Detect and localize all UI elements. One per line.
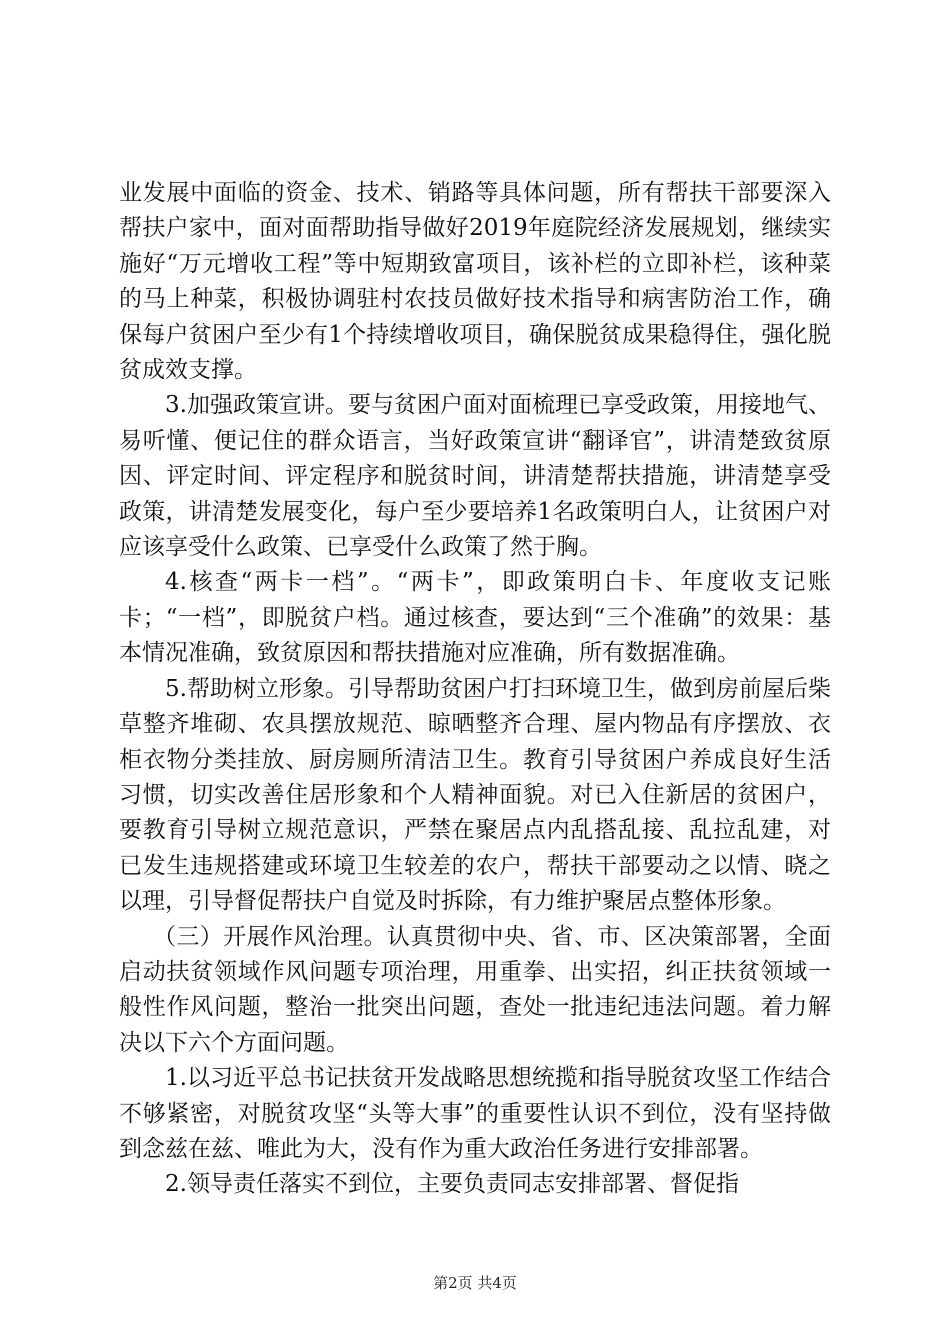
paragraph-style-governance: （三）开展作风治理。认真贯彻中央、省、市、区决策部署，全面启动扶贫领域作风问题专项治理，用重拳、出实招，纠正扶贫领域一般性作风问题，整治一批突出问题，查处一批违纪违法问题。着力解决以下六个方面问题。 [119, 923, 831, 1056]
paragraph-establish-image: 5.帮助树立形象。引导帮助贫困户打扫环境卫生，做到房前屋后柴草整齐堆砌、农具摆放规范、晾晒整齐合理、屋内物品有序摆放、衣柜衣物分类挂放、厨房厕所清洁卫生。教育引导贫困户养成良好生活习惯，切实改善住居形象和个人精神面貌。对已入住新居的贫困户，要教育引导树立规范意识，严禁在聚居点内乱搭乱接、乱拉乱建，对已发生违规搭建或环境卫生较差的农户，帮扶干部要动之以情、晓之以理，引导督促帮扶户自觉及时拆除，有力维护聚居点整体形象。 [119, 675, 831, 915]
page-number-footer: 第2页 共4页 [433, 1274, 517, 1292]
paragraph-continuation: 业发展中面临的资金、技术、销路等具体问题，所有帮扶干部要深入帮扶户家中，面对面帮助指导做好2019年庭院经济发展规划，继续实施好“万元增收工程”等中短期致富项目，该补栏的立即补栏，该种菜的马上种菜，积极协调驻村农技员做好技术指导和病害防治工作，确保每户贫困户至少有1个持续增收项目，确保脱贫成果稳得住，强化脱贫成效支撑。 [119, 180, 831, 384]
document-body [119, 176, 831, 1203]
paragraph-issue-2: 2.领导责任落实不到位，主要负责同志安排部署、督促指 [165, 1171, 739, 1198]
paragraph-issue-1: 1.以习近平总书记扶贫开发战略思想统揽和指导脱贫攻坚工作结合不够紧密，对脱贫攻坚“头等大事”的重要性认识不到位，没有坚持做到念兹在兹、唯此为大，没有作为重大政治任务进行安排部署。 [119, 1065, 831, 1162]
paragraph-two-cards-one-file: 4.核查“两卡一档”。“两卡”，即政策明白卡、年度收支记账卡；“一档”，即脱贫户档。通过核查，要达到“三个准确”的效果：基本情况准确，致贫原因和帮扶措施对应准确，所有数据准确。 [119, 569, 831, 667]
paragraph-policy-publicity: 3.加强政策宣讲。要与贫困户面对面梳理已享受政策，用接地气、易听懂、便记住的群众语言，当好政策宣讲“翻译官”，讲清楚致贫原因、评定时间、评定程序和脱贫时间，讲清楚帮扶措施，讲清楚享受政策，讲清楚发展变化，每户至少要培养1名政策明白人，让贫困户对应该享受什么政策、已享受什么政策了然于胸。 [119, 392, 831, 561]
